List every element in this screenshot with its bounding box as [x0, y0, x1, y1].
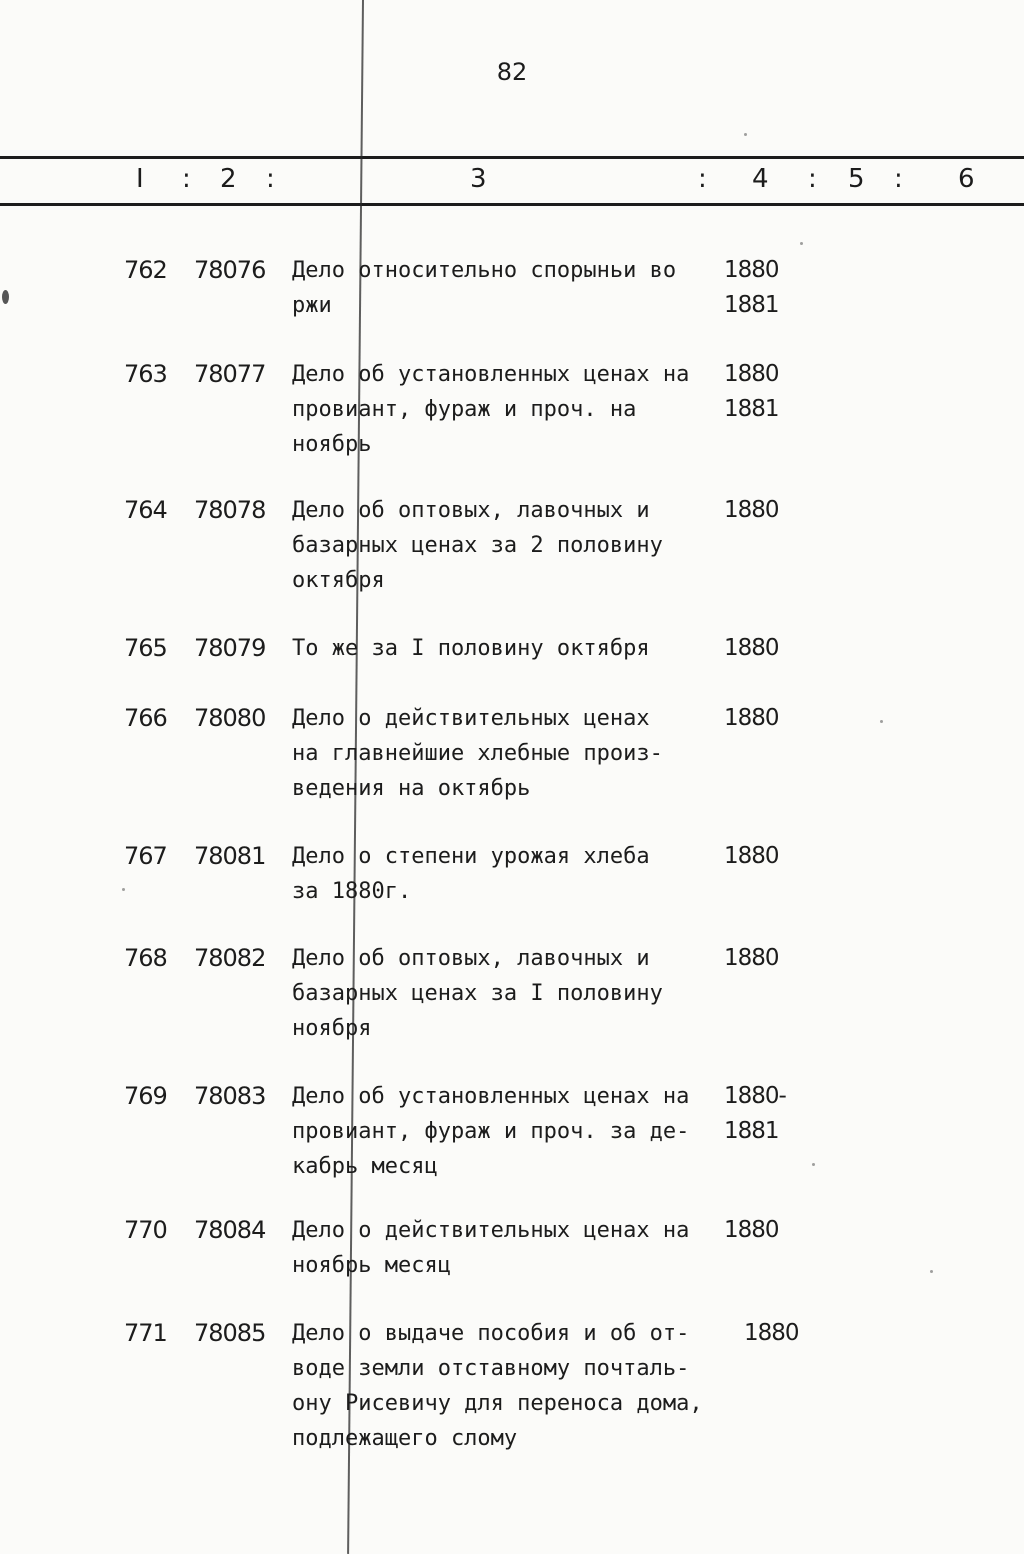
entry-code: 78081 [194, 842, 266, 870]
entry-code: 78077 [194, 360, 266, 388]
column-header-5: 5 [848, 164, 865, 194]
entry-code: 78080 [194, 704, 266, 732]
entry-code: 78079 [194, 634, 266, 662]
column-separator: : [894, 164, 903, 194]
entry-number: 767 [124, 842, 167, 870]
entry-number: 762 [124, 256, 167, 284]
column-header-2: 2 [220, 164, 237, 194]
column-header-1: I [136, 164, 144, 194]
entry-code: 78076 [194, 256, 266, 284]
scan-speck [800, 242, 803, 245]
entry-title: Дело об оптовых, лавочных и базарных ценах за 2 половину октября [292, 498, 663, 593]
entry-title: Дело о действительных ценах на ноябрь месяц [292, 1218, 690, 1278]
column-header-3: 3 [470, 164, 487, 194]
page-number: 82 [496, 58, 528, 86]
scan-speck [930, 1270, 933, 1273]
entry-title: Дело об установленных ценах на провиант, фураж и проч. на ноябрь [292, 362, 690, 457]
scan-speck [812, 1163, 815, 1166]
entry-code: 78084 [194, 1216, 266, 1244]
entry-years: 1880 [724, 1217, 779, 1243]
entry-title: То же за I половину октября [292, 636, 650, 661]
entry-number: 765 [124, 634, 167, 662]
entry-number: 769 [124, 1082, 167, 1110]
entry-number: 768 [124, 944, 167, 972]
entry-title: Дело относительно спорыньи во ржи [292, 258, 677, 318]
entry-years: 1880 [744, 1320, 799, 1346]
column-separator: : [182, 164, 191, 194]
entry-title: Дело о действительных ценах на главнейшие хлебные произ- ведения на октябрь [292, 706, 663, 801]
scan-speck [122, 888, 125, 891]
column-header-4: 4 [752, 164, 769, 194]
entry-code: 78082 [194, 944, 266, 972]
entry-code: 78083 [194, 1082, 266, 1110]
entry-years: 1880 [724, 945, 779, 971]
column-separator: : [808, 164, 817, 194]
entry-years: 1880 [724, 497, 779, 523]
entry-title: Дело об установленных ценах на провиант, фураж и проч. за де- кабрь месяц [292, 1084, 690, 1179]
entry-years: 1880 [724, 843, 779, 869]
scan-speck [2, 290, 9, 304]
entry-number: 766 [124, 704, 167, 732]
entry-years: 1880 [724, 635, 779, 661]
entry-title: Дело об оптовых, лавочных и базарных ценах за I половину ноября [292, 946, 663, 1041]
entry-number: 771 [124, 1319, 167, 1347]
column-separator: : [698, 164, 707, 194]
entry-years: 1880- 1881 [724, 1083, 786, 1144]
entry-code: 78085 [194, 1319, 266, 1347]
column-header-6: 6 [958, 164, 975, 194]
entry-title: Дело о степени урожая хлеба за 1880г. [292, 844, 650, 904]
entry-title: Дело о выдаче пособия и об от- воде земли отставному почталь- ону Рисевичу для переноса дома, подлежащего слому [292, 1321, 703, 1451]
entry-years: 1880 1881 [724, 257, 779, 318]
scan-speck [744, 133, 747, 136]
entry-number: 764 [124, 496, 167, 524]
entry-code: 78078 [194, 496, 266, 524]
column-separator: : [266, 164, 275, 194]
entry-years: 1880 [724, 705, 779, 731]
entry-years: 1880 1881 [724, 361, 779, 422]
entry-number: 770 [124, 1216, 167, 1244]
entry-number: 763 [124, 360, 167, 388]
scan-speck [880, 720, 883, 723]
